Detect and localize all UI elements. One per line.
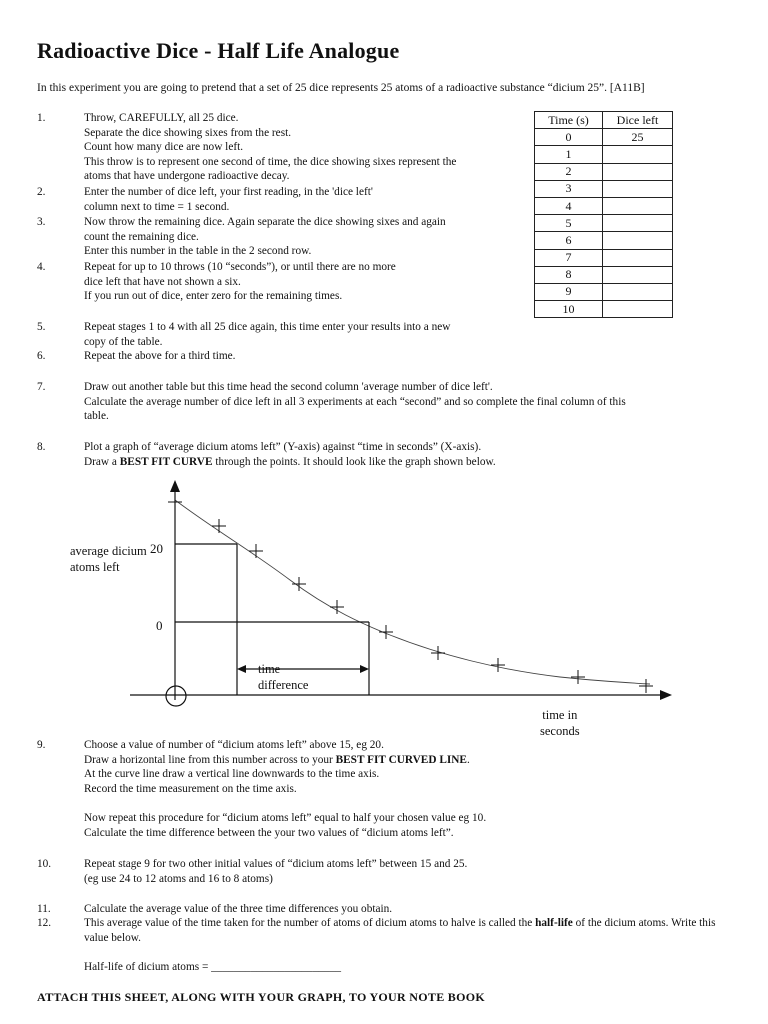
point-marker	[639, 679, 653, 693]
dice-left-cell	[603, 283, 673, 300]
dice-left-cell	[603, 232, 673, 249]
step-line: At the curve line draw a vertical line downwards to the time axis.	[84, 768, 380, 781]
time-cell: 1	[535, 146, 603, 163]
table-row	[535, 249, 673, 266]
decay-curve-diagram	[0, 470, 768, 730]
time-difference-label: time difference	[258, 662, 309, 692]
emphasis-text: BEST FIT CURVE	[119, 455, 213, 468]
footer-instruction: ATTACH THIS SHEET, ALONG WITH YOUR GRAPH, TO YOUR NOTE BOOK	[37, 990, 486, 1004]
arrow-head-right	[360, 665, 369, 673]
step-line: Calculate the time difference between the your two values of “dicium atoms left”.	[84, 826, 454, 839]
step-number: 10.	[37, 858, 52, 870]
table-row	[535, 301, 673, 318]
table-row	[535, 215, 673, 232]
dice-left-cell	[603, 249, 673, 266]
dice-table	[534, 111, 673, 318]
time-cell: 9	[535, 283, 603, 300]
step-line: Calculate the average value of the three time differences you obtain.	[84, 903, 393, 915]
point-marker	[249, 544, 263, 558]
emphasis-text: BEST FIT CURVED LINE	[335, 753, 467, 766]
step-number: 9.	[37, 739, 46, 751]
point-marker	[212, 519, 226, 533]
origin-circle	[166, 686, 186, 706]
step-number: 5.	[37, 321, 46, 333]
step-number: 7.	[37, 381, 46, 393]
table-header-row	[535, 112, 673, 129]
table-row	[535, 146, 673, 163]
step-line: table.	[84, 410, 109, 423]
table-row	[535, 197, 673, 214]
table-header-time: Time (s)	[535, 112, 603, 129]
step-line: column next to time = 1 second.	[84, 200, 230, 213]
dice-left-cell	[603, 197, 673, 214]
time-cell: 7	[535, 249, 603, 266]
table-row	[535, 180, 673, 197]
step-line: Record the time measurement on the time axis.	[84, 782, 297, 795]
step-line: Now repeat this procedure for “dicium atoms left” equal to half your chosen value eg 10.	[84, 811, 487, 824]
arrow-head-left	[237, 665, 246, 673]
step-line: Choose a value of number of “dicium atoms left” above 15, eg 20.	[84, 739, 384, 751]
y-axis-arrow	[170, 480, 180, 492]
step-line: Draw a BEST FIT CURVE through the points. It should look like the graph shown below.	[84, 455, 496, 468]
dice-left-cell	[603, 266, 673, 283]
data-points	[168, 495, 653, 693]
point-marker	[168, 495, 182, 509]
step-line: Now throw the remaining dice. Again separate the dice showing sixes and again	[84, 216, 446, 228]
point-marker	[431, 646, 445, 660]
step-line: Draw out another table but this time head the second column 'average number of dice left'.	[84, 381, 493, 393]
dice-left-cell	[603, 163, 673, 180]
step-line: (eg use 24 to 12 atoms and 16 to 8 atoms)	[84, 872, 273, 885]
step-number: 11.	[37, 903, 51, 915]
step-line: count the remaining dice.	[84, 230, 199, 243]
time-cell: 0	[535, 129, 603, 146]
time-cell: 5	[535, 215, 603, 232]
y-tick-label: 0	[156, 618, 163, 633]
step-line: Separate the dice showing sixes from the rest.	[84, 126, 292, 139]
table-row	[535, 283, 673, 300]
point-marker	[292, 577, 306, 591]
dice-left-cell	[603, 146, 673, 163]
time-cell: 4	[535, 197, 603, 214]
point-marker	[379, 625, 393, 639]
step-number: 6.	[37, 350, 46, 362]
point-marker	[491, 658, 505, 672]
table-row	[535, 129, 673, 146]
step-line: Enter the number of dice left, your first reading, in the 'dice left'	[84, 186, 373, 198]
table-header-dice-left: Dice left	[603, 112, 673, 129]
step-line: This throw is to represent one second of time, the dice showing sixes represent the	[84, 155, 457, 168]
time-cell: 3	[535, 180, 603, 197]
time-cell: 8	[535, 266, 603, 283]
table-row	[535, 266, 673, 283]
dice-left-cell	[603, 215, 673, 232]
x-axis-label: time in seconds	[540, 708, 580, 738]
page-title: Radioactive Dice - Half Life Analogue	[37, 38, 400, 63]
step-line: copy of the table.	[84, 335, 163, 348]
table-row	[535, 163, 673, 180]
step-number: 8.	[37, 441, 46, 453]
table-row	[535, 232, 673, 249]
step-line: Repeat stages 1 to 4 with all 25 dice again, this time enter your results into a new	[84, 321, 451, 333]
dice-left-cell	[603, 301, 673, 318]
dice-left-cell	[603, 180, 673, 197]
step-line: atoms that have undergone radioactive decay.	[84, 170, 290, 183]
step-line: Calculate the average number of dice left in all 3 experiments at each “second” and so complete the final column of this	[84, 395, 626, 408]
intro-text: In this experiment you are going to pretend that a set of 25 dice represents 25 atoms of a radioactive substance “dicium 25”. [A11B]	[37, 82, 645, 94]
time-cell: 6	[535, 232, 603, 249]
step-line: Count how many dice are now left.	[84, 141, 244, 154]
step-line: If you run out of dice, enter zero for the remaining times.	[84, 290, 343, 303]
x-axis-arrow	[660, 690, 672, 700]
point-marker	[330, 600, 344, 614]
y-axis-label: average dicium atoms left	[70, 544, 147, 574]
point-marker	[571, 670, 585, 684]
step-line: dice left that have not shown a six.	[84, 275, 241, 288]
emphasis-text: half-life	[535, 917, 573, 929]
step-number: 1.	[37, 112, 46, 124]
step-line: Draw a horizontal line from this number across to your BEST FIT CURVED LINE.	[84, 753, 470, 766]
half-life-answer-line[interactable]: Half-life of dicium atoms = _______________________	[84, 961, 342, 973]
step-number: 12.	[37, 917, 52, 929]
dice-left-cell: 25	[603, 129, 673, 146]
step-line: Repeat stage 9 for two other initial values of “dicium atoms left” between 15 and 25.	[84, 858, 468, 870]
step-line: Repeat for up to 10 throws (10 “seconds”), or until there are no more	[84, 261, 396, 273]
best-fit-curve	[175, 500, 650, 684]
y-tick-label: 20	[150, 541, 163, 556]
step-line: Enter this number in the table in the 2 second row.	[84, 245, 312, 258]
time-cell: 2	[535, 163, 603, 180]
step-line: Repeat the above for a third time.	[84, 350, 236, 362]
step-line: Plot a graph of “average dicium atoms left” (Y-axis) against “time in seconds” (X-axis).	[84, 441, 482, 453]
step-line: Throw, CAREFULLY, all 25 dice.	[84, 112, 239, 124]
time-cell: 10	[535, 301, 603, 318]
step-number: 4.	[37, 261, 46, 273]
step-number: 2.	[37, 186, 46, 198]
step-number: 3.	[37, 216, 46, 228]
step-line	[84, 796, 486, 811]
